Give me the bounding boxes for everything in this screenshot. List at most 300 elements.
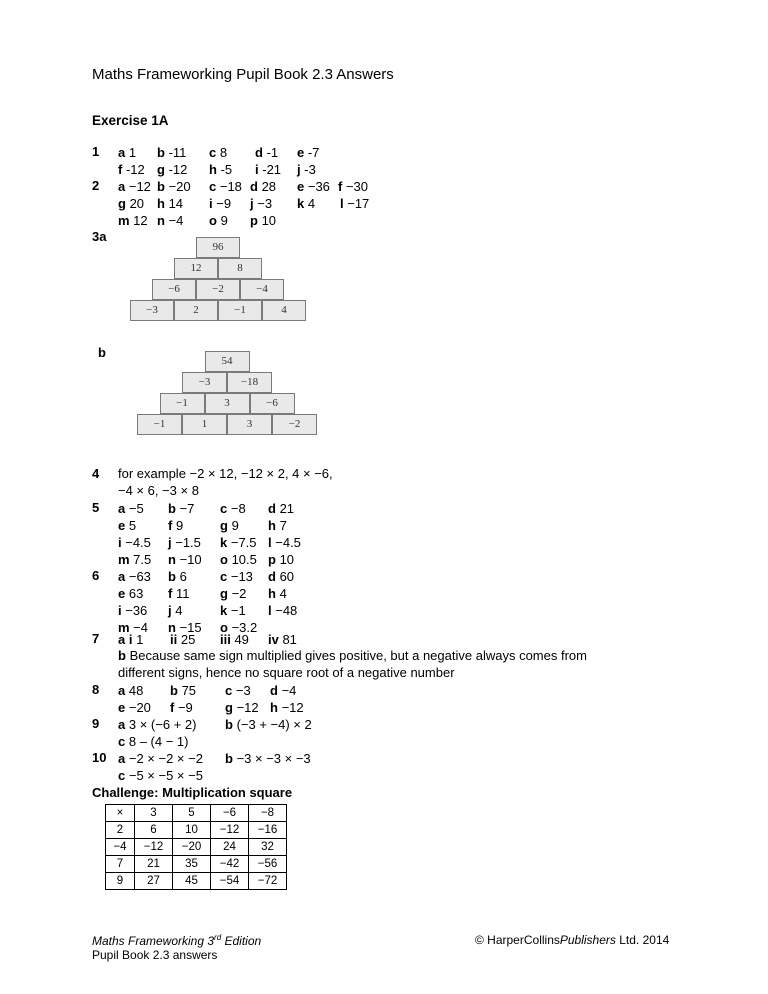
answer-letter: m bbox=[118, 620, 130, 635]
answer-value: −36 bbox=[304, 179, 330, 194]
table-cell: 27 bbox=[135, 873, 173, 890]
answer-item bbox=[118, 602, 147, 619]
answer-letter: k bbox=[220, 535, 228, 550]
pyramid-brick: 3 bbox=[205, 393, 250, 414]
answer-item bbox=[209, 195, 231, 212]
answer-value: -5 bbox=[216, 162, 233, 177]
pyramid-brick: −6 bbox=[250, 393, 295, 414]
answer-value: 6 bbox=[175, 569, 187, 584]
answer-item bbox=[297, 144, 319, 161]
table-header-cell: 9 bbox=[106, 873, 135, 890]
answer-letter: a bbox=[118, 683, 126, 698]
answer-item bbox=[268, 585, 287, 602]
answer-value: −2 bbox=[227, 586, 247, 601]
answer-item bbox=[250, 178, 276, 195]
answer-value: −20 bbox=[164, 179, 191, 194]
pyramid-brick: −6 bbox=[152, 279, 196, 300]
answer-letter: j bbox=[250, 196, 254, 211]
answer-item bbox=[220, 551, 257, 568]
answer-item bbox=[220, 631, 249, 648]
answer-item bbox=[118, 682, 143, 699]
answer-value: −20 bbox=[125, 700, 151, 715]
answer-letter: b bbox=[225, 717, 233, 732]
answer-item bbox=[270, 699, 304, 716]
answer-value: −4 bbox=[129, 620, 148, 635]
answer-item bbox=[118, 144, 136, 161]
answer-letter: d bbox=[255, 145, 263, 160]
answer-letter: f bbox=[168, 586, 173, 601]
answer-item bbox=[220, 500, 246, 517]
answer-letter: k bbox=[220, 603, 228, 618]
table-cell: 35 bbox=[173, 856, 211, 873]
answer-letter: n bbox=[157, 213, 165, 228]
answer-letter: f bbox=[168, 518, 173, 533]
answer-item bbox=[168, 517, 183, 534]
answer-letter: p bbox=[268, 552, 276, 567]
answer-value: −2 × −2 × −2 bbox=[125, 751, 203, 766]
answer-value: −4 bbox=[164, 213, 184, 228]
answer-item bbox=[209, 144, 227, 161]
answer-letter: b bbox=[225, 751, 233, 766]
answer-value: −1 bbox=[227, 603, 246, 618]
answer-item bbox=[270, 682, 296, 699]
exercise-heading: Exercise 1A bbox=[92, 113, 169, 128]
answer-item bbox=[250, 195, 272, 212]
answer-item bbox=[157, 178, 191, 195]
answer-item bbox=[118, 699, 151, 716]
table-cell: −12 bbox=[211, 822, 249, 839]
part-label: b bbox=[118, 648, 126, 663]
answer-letter: e bbox=[118, 586, 126, 601]
answer-letter: c bbox=[118, 768, 126, 783]
answer-value: −4.5 bbox=[121, 535, 151, 550]
answer-item bbox=[338, 178, 368, 195]
pyramid-brick: −18 bbox=[227, 372, 272, 393]
answer-value: −15 bbox=[175, 620, 202, 635]
pyramid-brick: −2 bbox=[196, 279, 240, 300]
answer-value: 20 bbox=[125, 196, 145, 211]
answer-letter: h bbox=[157, 196, 165, 211]
answer-value: 10 bbox=[275, 552, 295, 567]
answer-value: (−3 + −4) × 2 bbox=[232, 717, 312, 732]
answer-value: 5 bbox=[125, 518, 137, 533]
pyramid-brick: 96 bbox=[196, 237, 240, 258]
answer-item bbox=[168, 534, 201, 551]
table-cell: 10 bbox=[173, 822, 211, 839]
answer-item bbox=[118, 733, 188, 750]
footer-copyright bbox=[475, 933, 669, 947]
answer-value: −36 bbox=[121, 603, 148, 618]
table-header-cell: × bbox=[106, 805, 135, 822]
answer-item bbox=[157, 144, 186, 161]
answer-value: 14 bbox=[164, 196, 184, 211]
answer-item bbox=[168, 568, 187, 585]
answer-item bbox=[250, 212, 276, 229]
answer-item bbox=[168, 500, 194, 517]
answer-item bbox=[118, 212, 148, 229]
answer-value: 4 bbox=[304, 196, 316, 211]
answer-value: −5 × −5 × −5 bbox=[125, 768, 203, 783]
answer-value: 8 – (4 − 1) bbox=[125, 734, 189, 749]
answer-item bbox=[170, 699, 193, 716]
answer-letter: a bbox=[118, 179, 126, 194]
table-cell: −42 bbox=[211, 856, 249, 873]
answer-letter: a i bbox=[118, 632, 133, 647]
number-pyramid-a bbox=[130, 237, 306, 321]
answer-value: −18 bbox=[216, 179, 242, 194]
footer-edition: Edition bbox=[221, 934, 262, 948]
answer-value: 8 bbox=[216, 145, 228, 160]
answer-letter: iv bbox=[268, 632, 279, 647]
pyramid-brick: 54 bbox=[205, 351, 250, 372]
answer-value: −3 bbox=[232, 683, 251, 698]
answer-item bbox=[220, 602, 246, 619]
answer-letter: n bbox=[168, 552, 176, 567]
answer-letter: j bbox=[168, 603, 172, 618]
answer-value: 48 bbox=[125, 683, 144, 698]
table-cell: −72 bbox=[249, 873, 287, 890]
answer-value: 49 bbox=[230, 632, 249, 647]
answer-value: 81 bbox=[278, 632, 297, 647]
answer-letter: i bbox=[118, 535, 122, 550]
answer-item bbox=[209, 212, 228, 229]
answer-letter: g bbox=[220, 518, 228, 533]
table-cell: −56 bbox=[249, 856, 287, 873]
answer-item bbox=[209, 161, 232, 178]
answer-value: −30 bbox=[342, 179, 369, 194]
answer-letter: c bbox=[220, 569, 228, 584]
table-cell: −16 bbox=[249, 822, 287, 839]
answer-item bbox=[118, 750, 203, 767]
answer-letter: g bbox=[220, 586, 228, 601]
answer-item bbox=[268, 631, 297, 648]
question-number: 2 bbox=[92, 178, 100, 193]
answer-value: −17 bbox=[343, 196, 370, 211]
answer-item bbox=[170, 682, 196, 699]
pyramid-brick: −1 bbox=[160, 393, 205, 414]
table-row bbox=[106, 856, 287, 873]
answer-letter: j bbox=[297, 162, 301, 177]
answer-letter: l bbox=[268, 603, 272, 618]
answer-item bbox=[268, 602, 297, 619]
answer-letter: h bbox=[268, 518, 276, 533]
answer-letter: b bbox=[157, 179, 165, 194]
answer-letter: d bbox=[250, 179, 258, 194]
number-pyramid-b bbox=[137, 351, 317, 435]
answer-value: −13 bbox=[227, 569, 253, 584]
answer-value: -3 bbox=[300, 162, 316, 177]
answer-text: −4 × 6, −3 × 8 bbox=[118, 483, 199, 498]
answer-text-line: Because same sign multiplied gives positive, but a negative always comes from bbox=[129, 648, 587, 663]
answer-letter: p bbox=[250, 213, 258, 228]
answer-letter: h bbox=[270, 700, 278, 715]
answer-value: −7 bbox=[175, 501, 195, 516]
answer-text bbox=[118, 648, 587, 663]
answer-letter: a bbox=[118, 751, 126, 766]
table-cell: −20 bbox=[173, 839, 211, 856]
answer-item bbox=[297, 161, 316, 178]
pyramid-brick: 1 bbox=[182, 414, 227, 435]
answer-value: −7.5 bbox=[227, 535, 257, 550]
answer-value: 4 bbox=[171, 603, 183, 618]
answer-value: 1 bbox=[125, 145, 137, 160]
question-number: 4 bbox=[92, 466, 100, 481]
answer-value: −1.5 bbox=[171, 535, 201, 550]
answer-letter: i bbox=[255, 162, 259, 177]
answer-letter: iii bbox=[220, 632, 231, 647]
answer-item bbox=[340, 195, 369, 212]
answer-letter: j bbox=[168, 535, 172, 550]
answer-text: different signs, hence no square root of a negative number bbox=[118, 665, 455, 680]
question-number: 5 bbox=[92, 500, 100, 515]
answer-item bbox=[168, 602, 182, 619]
answer-value: 7.5 bbox=[129, 552, 152, 567]
question-number: 3a bbox=[92, 229, 107, 244]
pyramid-brick: −3 bbox=[130, 300, 174, 321]
answer-value: -7 bbox=[304, 145, 320, 160]
answer-letter: e bbox=[118, 700, 126, 715]
footer-copyright-pre: © HarperCollins bbox=[475, 933, 560, 947]
answer-value: −9 bbox=[174, 700, 193, 715]
answer-letter: o bbox=[220, 620, 228, 635]
answer-letter: d bbox=[270, 683, 278, 698]
footer-left bbox=[92, 933, 261, 962]
answer-letter: b bbox=[168, 501, 176, 516]
table-header-cell: 3 bbox=[135, 805, 173, 822]
table-header-cell: 2 bbox=[106, 822, 135, 839]
footer-copyright-italic: Publishers bbox=[559, 933, 616, 947]
answer-text: for example −2 × 12, −12 × 2, 4 × −6, bbox=[118, 466, 333, 481]
answer-letter: k bbox=[297, 196, 305, 211]
answer-letter: l bbox=[340, 196, 344, 211]
answer-letter: f bbox=[118, 162, 123, 177]
answer-item bbox=[118, 716, 196, 733]
answer-value: 10.5 bbox=[227, 552, 257, 567]
answer-letter: d bbox=[268, 501, 276, 516]
answer-item bbox=[268, 551, 294, 568]
answer-letter: m bbox=[118, 213, 130, 228]
answer-letter: l bbox=[268, 535, 272, 550]
table-header-cell: 7 bbox=[106, 856, 135, 873]
answer-value: -12 bbox=[164, 162, 188, 177]
answer-value: 1 bbox=[132, 632, 144, 647]
answer-value: 25 bbox=[177, 632, 196, 647]
answer-item bbox=[118, 161, 145, 178]
table-cell: −54 bbox=[211, 873, 249, 890]
answer-value: -1 bbox=[262, 145, 279, 160]
answer-letter: i bbox=[118, 603, 122, 618]
answer-letter: a bbox=[118, 717, 126, 732]
answer-value: 10 bbox=[257, 213, 277, 228]
pyramid-brick: 3 bbox=[227, 414, 272, 435]
table-cell: −12 bbox=[135, 839, 173, 856]
answer-value: 12 bbox=[129, 213, 148, 228]
answer-item bbox=[220, 517, 239, 534]
pyramid-brick: 4 bbox=[262, 300, 306, 321]
answer-letter: c bbox=[220, 501, 228, 516]
answer-value: −48 bbox=[271, 603, 298, 618]
table-header-cell: −6 bbox=[211, 805, 249, 822]
question-number: 10 bbox=[92, 750, 107, 765]
answer-value: −63 bbox=[125, 569, 151, 584]
answer-letter: a bbox=[118, 145, 126, 160]
pyramid-brick: −1 bbox=[218, 300, 262, 321]
answer-value: 11 bbox=[172, 586, 190, 601]
question-number: 7 bbox=[92, 631, 100, 646]
answer-item bbox=[118, 500, 144, 517]
question-number: 1 bbox=[92, 144, 100, 159]
answer-item bbox=[168, 551, 202, 568]
answer-value: −3.2 bbox=[227, 620, 258, 635]
answer-letter: c bbox=[209, 179, 217, 194]
answer-item bbox=[225, 682, 251, 699]
answer-value: −12 bbox=[125, 179, 151, 194]
part-label: b bbox=[98, 345, 106, 360]
answer-value: 7 bbox=[275, 518, 287, 533]
answer-letter: c bbox=[209, 145, 217, 160]
answer-item bbox=[118, 195, 144, 212]
answer-item bbox=[157, 161, 187, 178]
answer-value: -21 bbox=[258, 162, 282, 177]
footer-subtitle: Pupil Book 2.3 answers bbox=[92, 948, 218, 962]
answer-value: −9 bbox=[212, 196, 232, 211]
answer-item bbox=[168, 585, 189, 602]
answer-value: −3 bbox=[253, 196, 273, 211]
question-number: 6 bbox=[92, 568, 100, 583]
question-number: 8 bbox=[92, 682, 100, 697]
answer-item bbox=[255, 144, 278, 161]
pyramid-brick: 12 bbox=[174, 258, 218, 279]
answer-letter: b bbox=[170, 683, 178, 698]
answer-letter: c bbox=[118, 734, 126, 749]
answer-letter: e bbox=[297, 179, 305, 194]
answer-item bbox=[118, 517, 136, 534]
answer-letter: e bbox=[118, 518, 126, 533]
answer-item bbox=[255, 161, 281, 178]
answer-item bbox=[225, 750, 311, 767]
answer-item bbox=[157, 195, 183, 212]
pyramid-brick: −4 bbox=[240, 279, 284, 300]
answer-value: -12 bbox=[122, 162, 145, 177]
pyramid-brick: −3 bbox=[182, 372, 227, 393]
table-header-cell: 5 bbox=[173, 805, 211, 822]
answer-letter: b bbox=[157, 145, 165, 160]
page-title: Maths Frameworking Pupil Book 2.3 Answers bbox=[92, 66, 394, 83]
answer-letter: e bbox=[297, 145, 305, 160]
table-cell: 24 bbox=[211, 839, 249, 856]
answer-letter: o bbox=[209, 213, 217, 228]
answer-letter: g bbox=[118, 196, 126, 211]
answer-value: −4 bbox=[277, 683, 297, 698]
answer-value: 28 bbox=[257, 179, 277, 194]
answer-value: 9 bbox=[227, 518, 239, 533]
answer-value: −12 bbox=[277, 700, 304, 715]
pyramid-brick: −2 bbox=[272, 414, 317, 435]
answer-value: 60 bbox=[275, 569, 295, 584]
answer-item bbox=[118, 767, 203, 784]
answer-item bbox=[220, 534, 257, 551]
answer-value: 75 bbox=[177, 683, 197, 698]
table-row bbox=[106, 839, 287, 856]
answer-value: −12 bbox=[232, 700, 259, 715]
answer-value: −5 bbox=[125, 501, 144, 516]
answer-item bbox=[118, 585, 143, 602]
answer-value: 3 × (−6 + 2) bbox=[125, 717, 197, 732]
answer-value: −3 × −3 × −3 bbox=[232, 751, 311, 766]
footer-superscript: rd bbox=[214, 933, 222, 942]
table-header-cell: −8 bbox=[249, 805, 287, 822]
answer-letter: a bbox=[118, 569, 126, 584]
answer-letter: f bbox=[338, 179, 343, 194]
table-cell: 32 bbox=[249, 839, 287, 856]
answer-letter: o bbox=[220, 552, 228, 567]
answer-value: −4.5 bbox=[271, 535, 301, 550]
multiplication-square-table bbox=[105, 804, 287, 890]
footer-copyright-post: Ltd. 2014 bbox=[615, 933, 670, 947]
answer-value: −8 bbox=[227, 501, 246, 516]
table-cell: 21 bbox=[135, 856, 173, 873]
answer-value: -11 bbox=[164, 145, 187, 160]
answer-letter: b bbox=[168, 569, 176, 584]
pyramid-brick: 2 bbox=[174, 300, 218, 321]
answer-item bbox=[220, 568, 253, 585]
answer-letter: g bbox=[157, 162, 165, 177]
table-cell: 6 bbox=[135, 822, 173, 839]
pyramid-brick: −1 bbox=[137, 414, 182, 435]
answer-item bbox=[225, 716, 312, 733]
answer-value: 63 bbox=[125, 586, 144, 601]
answer-value: 21 bbox=[275, 501, 295, 516]
answer-letter: c bbox=[225, 683, 233, 698]
answer-value: 9 bbox=[172, 518, 184, 533]
answer-item bbox=[118, 551, 151, 568]
answer-item bbox=[118, 178, 151, 195]
answer-letter: m bbox=[118, 552, 130, 567]
answer-letter: g bbox=[225, 700, 233, 715]
answer-item bbox=[268, 517, 287, 534]
table-cell: 45 bbox=[173, 873, 211, 890]
answer-item bbox=[225, 699, 259, 716]
answer-item bbox=[268, 568, 294, 585]
answer-letter: ii bbox=[170, 632, 178, 647]
answer-letter: d bbox=[268, 569, 276, 584]
table-header-cell: −4 bbox=[106, 839, 135, 856]
answer-letter: i bbox=[209, 196, 213, 211]
answer-item bbox=[220, 585, 246, 602]
answer-letter: f bbox=[170, 700, 175, 715]
answer-item bbox=[297, 195, 315, 212]
answer-item bbox=[268, 534, 301, 551]
footer-book-title: Maths Frameworking 3 bbox=[92, 934, 215, 948]
answer-item bbox=[157, 212, 183, 229]
answer-value: 4 bbox=[275, 586, 287, 601]
pyramid-brick: 8 bbox=[218, 258, 262, 279]
answer-item bbox=[118, 568, 151, 585]
answer-item bbox=[118, 534, 151, 551]
answer-item bbox=[297, 178, 330, 195]
answer-item bbox=[170, 631, 195, 648]
answer-letter: h bbox=[209, 162, 217, 177]
answer-value: 9 bbox=[216, 213, 228, 228]
answer-letter: h bbox=[268, 586, 276, 601]
table-row bbox=[106, 873, 287, 890]
answer-letter: n bbox=[168, 620, 176, 635]
challenge-heading: Challenge: Multiplication square bbox=[92, 785, 293, 800]
table-row bbox=[106, 822, 287, 839]
answer-item bbox=[209, 178, 242, 195]
question-number: 9 bbox=[92, 716, 100, 731]
answer-letter: a bbox=[118, 501, 126, 516]
